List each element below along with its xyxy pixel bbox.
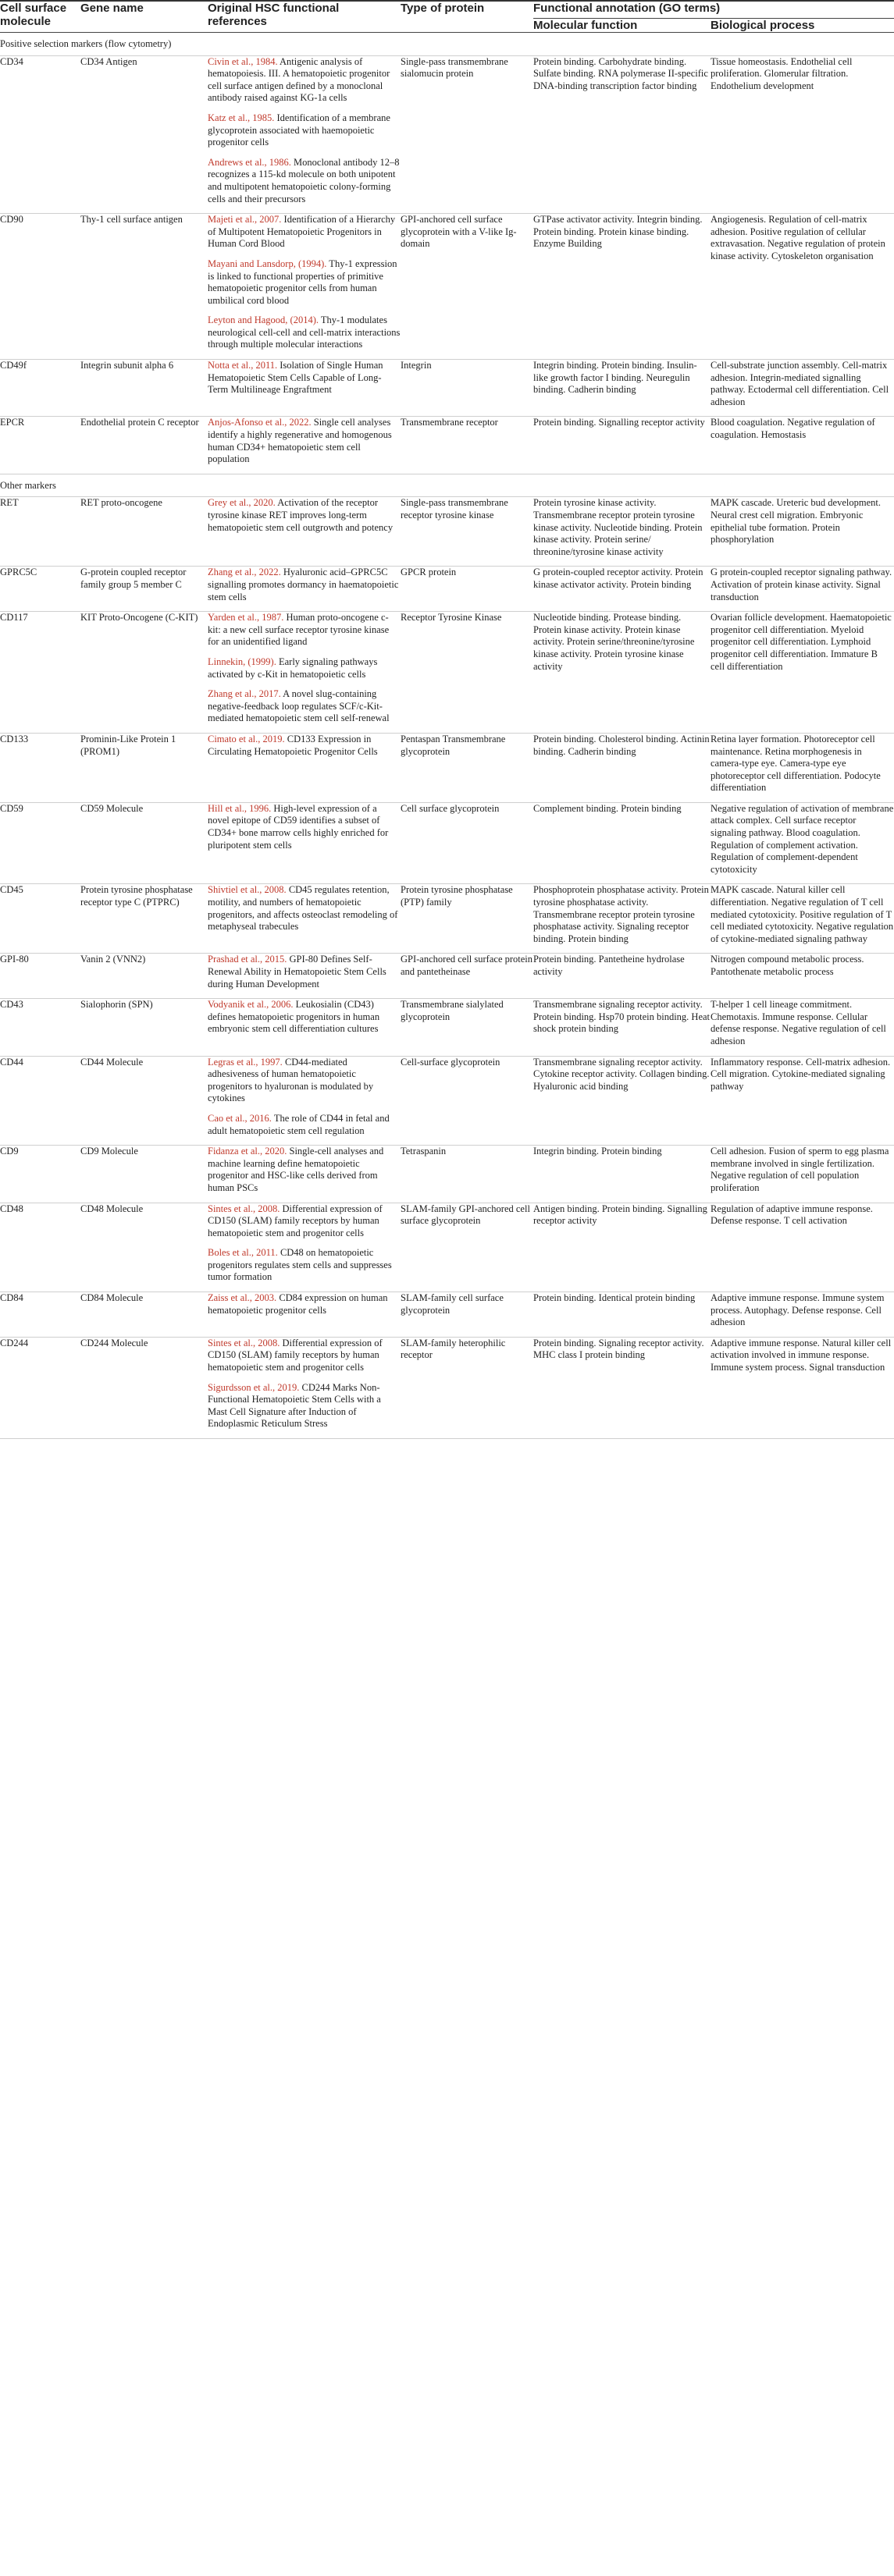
reference-citation-link[interactable]: Andrews et al., 1986.	[208, 156, 291, 168]
reference-title: Hyaluronic acid–GPRC5C signalling promotes dormancy in haematopoietic stem cells	[208, 567, 399, 602]
table-row	[0, 55, 894, 214]
cell-biological-process: Ovarian follicle development. Haematopoietic progenitor cell differentiation. Myeloid progenitor cell differentiation. Lymphoid progenitor cell differentiation. Immature B cell differentiation	[711, 612, 894, 734]
cell-molecule: CD48	[0, 1203, 80, 1292]
cell-biological-process: Blood coagulation. Negative regulation of coagulation. Hemostasis	[711, 417, 894, 474]
cell-gene-name: CD59 Molecule	[80, 802, 208, 884]
reference-citation-link[interactable]: Sintes et al., 2008.	[208, 1337, 280, 1348]
reference-entry	[208, 56, 401, 105]
reference-entry	[208, 884, 401, 933]
reference-title: Single-cell analyses and machine learning define hematopoietic progenitor and HSC-like cells derived from human PSCs	[208, 1146, 384, 1193]
cell-references	[208, 1337, 401, 1438]
reference-entry	[208, 612, 401, 648]
reference-citation-link[interactable]: Katz et al., 1985.	[208, 112, 275, 123]
cell-protein-type: Integrin	[401, 360, 533, 417]
cell-protein-type: Tetraspanin	[401, 1146, 533, 1203]
cell-molecule: CD45	[0, 884, 80, 954]
cell-biological-process: Cell adhesion. Fusion of sperm to egg plasma membrane involved in single fertilization. Negative regulation of cell population proliferation	[711, 1146, 894, 1203]
cell-gene-name: KIT Proto-Oncogene (C-KIT)	[80, 612, 208, 734]
cell-protein-type: Single-pass transmembrane receptor tyrosine kinase	[401, 497, 533, 567]
reference-citation-link[interactable]: Zhang et al., 2022.	[208, 567, 281, 578]
reference-title: Thy-1 modulates neurological cell-cell and cell-matrix interactions through multiple molecular interactions	[208, 314, 401, 350]
reference-citation-link[interactable]: Shivtiel et al., 2008.	[208, 884, 287, 896]
cell-gene-name: RET proto-oncogene	[80, 497, 208, 567]
reference-entry	[208, 258, 401, 307]
cell-gene-name: Prominin-Like Protein 1 (PROM1)	[80, 733, 208, 802]
reference-citation-link[interactable]: Prashad et al., 2015.	[208, 954, 287, 965]
cell-gene-name: Sialophorin (SPN)	[80, 999, 208, 1056]
header-biological-process: Biological process	[711, 19, 894, 33]
cell-molecular-function: Protein binding. Cholesterol binding. Actinin binding. Cadherin binding	[533, 733, 711, 802]
reference-title: Monoclonal antibody 12–8 recognizes a 115-kd molecule on both unipotent and multipotent hematopoietic colony-forming cells and their precursors	[208, 156, 400, 204]
cell-biological-process: MAPK cascade. Ureteric bud development. Neural crest cell migration. Embryonic epithelial tube formation. Protein phosphorylation	[711, 497, 894, 567]
reference-title: CD84 expression on human hematopoietic progenitor cells	[208, 1292, 388, 1316]
reference-entry	[208, 1113, 401, 1137]
cell-molecule: CD44	[0, 1056, 80, 1146]
reference-citation-link[interactable]: Boles et al., 2011.	[208, 1247, 278, 1259]
table-row	[0, 417, 894, 474]
cell-biological-process: Inflammatory response. Cell-matrix adhesion. Cell migration. Cytokine-mediated signaling pathway	[711, 1056, 894, 1146]
cell-molecule: CD34	[0, 55, 80, 214]
cell-molecule: CD43	[0, 999, 80, 1056]
table-row	[0, 802, 894, 884]
table-row	[0, 1292, 894, 1338]
section-row	[0, 474, 894, 497]
reference-citation-link[interactable]: Sintes et al., 2008.	[208, 1203, 280, 1214]
reference-title: Human proto-oncogene c-kit: a new cell surface receptor tyrosine kinase for an unidentified ligand	[208, 612, 390, 648]
cell-biological-process: Cell-substrate junction assembly. Cell-matrix adhesion. Integrin-mediated signalling pathway. Ectodermal cell differentiation. Cell adhesion	[711, 360, 894, 417]
cell-biological-process: G protein-coupled receptor signaling pathway. Activation of protein kinase activity. Signal transduction	[711, 567, 894, 612]
cell-molecule: CD59	[0, 802, 80, 884]
cell-molecular-function: Integrin binding. Protein binding. Insulin-like growth factor I binding. Neuregulin binding. Cadherin binding	[533, 360, 711, 417]
reference-entry	[208, 497, 401, 534]
reference-title: Antigenic analysis of hematopoiesis. III. A hematopoietic progenitor cell surface antigen defined by a monoclonal antibody raised against KG-1a cells	[208, 55, 390, 104]
table-row	[0, 1337, 894, 1438]
cell-protein-type: GPI-anchored cell surface protein and pantetheinase	[401, 954, 533, 999]
reference-title: The role of CD44 in fetal and adult hematopoietic stem cell regulation	[208, 1112, 390, 1136]
table-row	[0, 733, 894, 802]
cell-protein-type: Pentaspan Transmembrane glycoprotein	[401, 733, 533, 802]
cell-biological-process: Adaptive immune response. Immune system process. Autophagy. Defense response. Cell adhesion	[711, 1292, 894, 1338]
cell-gene-name: CD9 Molecule	[80, 1146, 208, 1203]
reference-entry	[208, 314, 401, 351]
table-row	[0, 954, 894, 999]
reference-entry	[208, 1338, 401, 1374]
cell-molecular-function: Antigen binding. Protein binding. Signalling receptor activity	[533, 1203, 711, 1292]
cell-references	[208, 954, 401, 999]
cell-gene-name: Integrin subunit alpha 6	[80, 360, 208, 417]
cell-molecular-function: GTPase activator activity. Integrin binding. Protein binding. Protein kinase binding. Enzyme Building	[533, 214, 711, 360]
reference-citation-link[interactable]: Majeti et al., 2007.	[208, 214, 282, 226]
reference-citation-link[interactable]: Hill et al., 1996.	[208, 802, 272, 814]
reference-title: Early signaling pathways activated by c-Kit in hematopoietic cells	[208, 656, 378, 680]
cell-references	[208, 417, 401, 474]
reference-citation-link[interactable]: Civin et al., 1984.	[208, 55, 278, 67]
cell-references	[208, 1203, 401, 1292]
cell-protein-type: Transmembrane receptor	[401, 417, 533, 474]
reference-citation-link[interactable]: Notta et al., 2011.	[208, 360, 278, 371]
cell-biological-process: Tissue homeostasis. Endothelial cell proliferation. Glomerular filtration. Endothelium development	[711, 55, 894, 214]
cell-gene-name: CD84 Molecule	[80, 1292, 208, 1338]
cell-biological-process: Angiogenesis. Regulation of cell-matrix adhesion. Positive regulation of cellular extravasation. Negative regulation of protein kinase activity. Cytoskeleton organisation	[711, 214, 894, 360]
header-gene-name: Gene name	[80, 1, 208, 33]
cell-molecule: EPCR	[0, 417, 80, 474]
cell-gene-name: G-protein coupled receptor family group 5 member C	[80, 567, 208, 612]
cell-references	[208, 567, 401, 612]
table-header	[0, 1, 894, 33]
cell-molecule: CD84	[0, 1292, 80, 1338]
reference-citation-link[interactable]: Yarden et al., 1987.	[208, 612, 284, 624]
cell-gene-name: CD34 Antigen	[80, 55, 208, 214]
section-title: Positive selection markers (flow cytometry)	[0, 33, 894, 56]
cell-molecular-function: Transmembrane signaling receptor activity. Cytokine receptor activity. Collagen binding. Hyaluronic acid binding	[533, 1056, 711, 1146]
reference-entry	[208, 360, 401, 396]
cell-protein-type: GPI-anchored cell surface glycoprotein with a V-like Ig-domain	[401, 214, 533, 360]
reference-citation-link[interactable]: Sigurdsson et al., 2019.	[208, 1381, 300, 1393]
cell-protein-type: Protein tyrosine phosphatase (PTP) family	[401, 884, 533, 954]
reference-entry	[208, 1382, 401, 1430]
cell-references	[208, 1056, 401, 1146]
cell-molecule: CD90	[0, 214, 80, 360]
reference-citation-link[interactable]: Mayani and Lansdorp, (1994).	[208, 258, 327, 269]
reference-title: Differential expression of CD150 (SLAM) family receptors by human hematopoietic stem and progenitor cells	[208, 1203, 383, 1238]
cell-molecular-function: Phosphoprotein phosphatase activity. Protein tyrosine phosphatase activity. Transmembrane receptor protein tyrosine phosphatase activity. Signaling receptor binding. Protein binding	[533, 884, 711, 954]
section-title: Other markers	[0, 474, 894, 497]
reference-citation-link[interactable]: Linnekin, (1999).	[208, 656, 276, 667]
cell-references	[208, 1146, 401, 1203]
reference-entry	[208, 803, 401, 851]
cell-molecular-function: Protein tyrosine kinase activity. Transmembrane receptor protein tyrosine kinase activity. Nucleotide binding. Protein kinase activity. Protein serine/ threonine/tyrosine kinase activity	[533, 497, 711, 567]
reference-entry	[208, 1203, 401, 1240]
reference-entry	[208, 1057, 401, 1105]
reference-citation-link[interactable]: Cao et al., 2016.	[208, 1112, 272, 1124]
cell-molecular-function: Complement binding. Protein binding	[533, 802, 711, 884]
reference-title: High-level expression of a novel epitope of CD59 identifies a subset of CD34+ bone marrow cells highly enriched for pluripotent stem cells	[208, 802, 389, 851]
table-row	[0, 1146, 894, 1203]
cell-references	[208, 1292, 401, 1338]
table-row	[0, 214, 894, 360]
reference-entry	[208, 214, 401, 250]
reference-citation-link[interactable]: Anjos-Afonso et al., 2022.	[208, 417, 312, 428]
reference-title: A novel slug-containing negative-feedback loop regulates SCF/c-Kit-mediated hematopoietic stem cell self-renewal	[208, 688, 390, 724]
cell-molecule: CD133	[0, 733, 80, 802]
reference-citation-link[interactable]: Leyton and Hagood, (2014).	[208, 314, 319, 326]
cell-biological-process: Negative regulation of activation of membrane attack complex. Cell surface receptor signaling pathway. Blood coagulation. Regulation of complement activation. Regulation of complement-dependent cytotoxicity	[711, 802, 894, 884]
reference-entry	[208, 157, 401, 205]
reference-citation-link[interactable]: Legras et al., 1997.	[208, 1056, 283, 1068]
cell-molecule: CD9	[0, 1146, 80, 1203]
cell-references	[208, 360, 401, 417]
cell-gene-name: Protein tyrosine phosphatase receptor type C (PTPRC)	[80, 884, 208, 954]
cell-references	[208, 733, 401, 802]
cell-molecular-function: Nucleotide binding. Protease binding. Protein kinase activity. Protein kinase activity. Protein serine/threonine/tyrosine kinase activity. Protein tyrosine kinase activity	[533, 612, 711, 734]
reference-citation-link[interactable]: Zaiss et al., 2003.	[208, 1292, 277, 1304]
reference-entry	[208, 688, 401, 725]
reference-entry	[208, 112, 401, 149]
reference-title: CD44-mediated adhesiveness of human hematopoietic progenitors to hyaluronan is modulated by cytokines	[208, 1056, 374, 1104]
cell-molecular-function: Protein binding. Pantetheine hydrolase activity	[533, 954, 711, 999]
cell-references	[208, 214, 401, 360]
header-functional-annotation: Functional annotation (GO terms)	[533, 1, 894, 19]
cell-references	[208, 999, 401, 1056]
reference-title: Activation of the receptor tyrosine kinase RET improves long-term hematopoietic stem cell outgrowth and potency	[208, 497, 394, 533]
cell-protein-type: Cell surface glycoprotein	[401, 802, 533, 884]
cell-molecule: GPI-80	[0, 954, 80, 999]
cell-molecule: CD244	[0, 1337, 80, 1438]
reference-citation-link[interactable]: Vodyanik et al., 2006.	[208, 999, 294, 1011]
header-original-references: Original HSC functional references	[208, 1, 401, 33]
reference-title: CD133 Expression in Circulating Hematopoietic Progenitor Cells	[208, 733, 378, 757]
reference-entry	[208, 999, 401, 1036]
reference-entry	[208, 954, 401, 990]
reference-entry	[208, 734, 401, 758]
section-row	[0, 33, 894, 56]
cell-molecular-function: Protein binding. Signaling receptor activity. MHC class I protein binding	[533, 1337, 711, 1438]
table-row	[0, 497, 894, 567]
cell-protein-type: Transmembrane sialylated glycoprotein	[401, 999, 533, 1056]
cell-biological-process: MAPK cascade. Natural killer cell differentiation. Negative regulation of T cell mediated cytotoxicity. Positive regulation of T cell mediated cytotoxicity. Negative regulation of cytokine-mediated signaling pathway	[711, 884, 894, 954]
header-molecular-function: Molecular function	[533, 19, 711, 33]
cell-protein-type: SLAM-family GPI-anchored cell surface glycoprotein	[401, 1203, 533, 1292]
table-row	[0, 1203, 894, 1292]
cell-protein-type: Receptor Tyrosine Kinase	[401, 612, 533, 734]
cell-references	[208, 884, 401, 954]
table-body	[0, 33, 894, 1439]
reference-title: Identification of a membrane glycoprotein associated with haemopoietic progenitor cells	[208, 112, 390, 148]
cell-molecule: CD117	[0, 612, 80, 734]
cell-protein-type: Single-pass transmembrane sialomucin protein	[401, 55, 533, 214]
table-row	[0, 612, 894, 734]
table-row	[0, 567, 894, 612]
reference-entry	[208, 417, 401, 465]
cell-biological-process: Regulation of adaptive immune response. Defense response. T cell activation	[711, 1203, 894, 1292]
cell-molecule: RET	[0, 497, 80, 567]
cell-protein-type: SLAM-family cell surface glycoprotein	[401, 1292, 533, 1338]
reference-title: Isolation of Single Human Hematopoietic Stem Cells Capable of Long-Term Multilineage Engraftment	[208, 360, 383, 396]
table-row	[0, 999, 894, 1056]
reference-entry	[208, 1292, 401, 1316]
reference-title: Thy-1 expression is linked to functional properties of primitive hematopoietic progenitor cells from human umbilical cord blood	[208, 258, 397, 306]
reference-citation-link[interactable]: Cimato et al., 2019.	[208, 733, 285, 744]
reference-entry	[208, 1146, 401, 1194]
cell-protein-type: SLAM-family heterophilic receptor	[401, 1337, 533, 1438]
cell-gene-name: Thy-1 cell surface antigen	[80, 214, 208, 360]
cell-protein-type: Cell-surface glycoprotein	[401, 1056, 533, 1146]
cell-molecular-function: Protein binding. Signalling receptor activity	[533, 417, 711, 474]
reference-title: CD48 on hematopoietic progenitors regulates stem cells and suppresses tumor formation	[208, 1247, 392, 1283]
cell-gene-name: CD244 Molecule	[80, 1337, 208, 1438]
header-type-of-protein: Type of protein	[401, 1, 533, 33]
cell-molecular-function: Protein binding. Carbohydrate binding. Sulfate binding. RNA polymerase II-specific DNA-binding transcription factor binding	[533, 55, 711, 214]
table-row	[0, 1056, 894, 1146]
reference-title: CD45 regulates retention, motility, and numbers of hematopoietic progenitors, and affects osteoclast remodeling of metaphyseal trabecules	[208, 884, 398, 933]
cell-references	[208, 497, 401, 567]
cell-gene-name: Endothelial protein C receptor	[80, 417, 208, 474]
cell-molecular-function: Protein binding. Identical protein binding	[533, 1292, 711, 1338]
reference-entry	[208, 656, 401, 680]
cell-gene-name: CD44 Molecule	[80, 1056, 208, 1146]
cell-protein-type: GPCR protein	[401, 567, 533, 612]
reference-title: CD244 Marks Non-Functional Hematopoietic Stem Cells with a Mast Cell Signature after Induction of Endoplasmic Reticulum Stress	[208, 1381, 381, 1430]
cell-biological-process: T-helper 1 cell lineage commitment. Chemotaxis. Immune response. Cellular defense response. Negative regulation of cell adhesion	[711, 999, 894, 1056]
reference-entry	[208, 1247, 401, 1284]
reference-citation-link[interactable]: Fidanza et al., 2020.	[208, 1146, 287, 1157]
reference-title: Single cell analyses identify a highly regenerative and homogenous human CD34+ hematopoietic stem cell population	[208, 417, 392, 465]
cell-molecular-function: Transmembrane signaling receptor activity. Protein binding. Hsp70 protein binding. Heat shock protein binding	[533, 999, 711, 1056]
table-row	[0, 360, 894, 417]
cell-gene-name: CD48 Molecule	[80, 1203, 208, 1292]
reference-entry	[208, 567, 401, 603]
table-row	[0, 884, 894, 954]
cell-molecular-function: G protein-coupled receptor activity. Protein kinase activator activity. Protein binding	[533, 567, 711, 612]
cell-references	[208, 612, 401, 734]
cell-molecular-function: Integrin binding. Protein binding	[533, 1146, 711, 1203]
cell-biological-process: Adaptive immune response. Natural killer cell activation involved in immune response. Immune system process. Signal transduction	[711, 1337, 894, 1438]
header-cell-surface-molecule: Cell surface molecule	[0, 1, 80, 33]
header-row-top	[0, 1, 894, 19]
reference-title: Identification of a Hierarchy of Multipotent Hematopoietic Progenitors in Human Cord Blood	[208, 214, 396, 250]
cell-molecule: GPRC5C	[0, 567, 80, 612]
reference-citation-link[interactable]: Grey et al., 2020.	[208, 497, 276, 509]
cell-biological-process: Retina layer formation. Photoreceptor cell maintenance. Retina morphogenesis in camera-type eye. Camera-type eye photoreceptor cell differentiation. Podocyte differentiation	[711, 733, 894, 802]
cell-molecule: CD49f	[0, 360, 80, 417]
cell-references	[208, 802, 401, 884]
reference-title: Differential expression of CD150 (SLAM) family receptors by human hematopoietic stem and progenitor cells	[208, 1337, 383, 1373]
reference-citation-link[interactable]: Zhang et al., 2017.	[208, 688, 281, 700]
cell-gene-name: Vanin 2 (VNN2)	[80, 954, 208, 999]
reference-title: GPI-80 Defines Self-Renewal Ability in Hematopoietic Stem Cells during Human Development	[208, 954, 386, 990]
cell-biological-process: Nitrogen compound metabolic process. Pantothenate metabolic process	[711, 954, 894, 999]
cell-references	[208, 55, 401, 214]
reference-title: Leukosialin (CD43) defines hematopoietic progenitors in human embryonic stem cell differentiation cultures	[208, 999, 380, 1035]
